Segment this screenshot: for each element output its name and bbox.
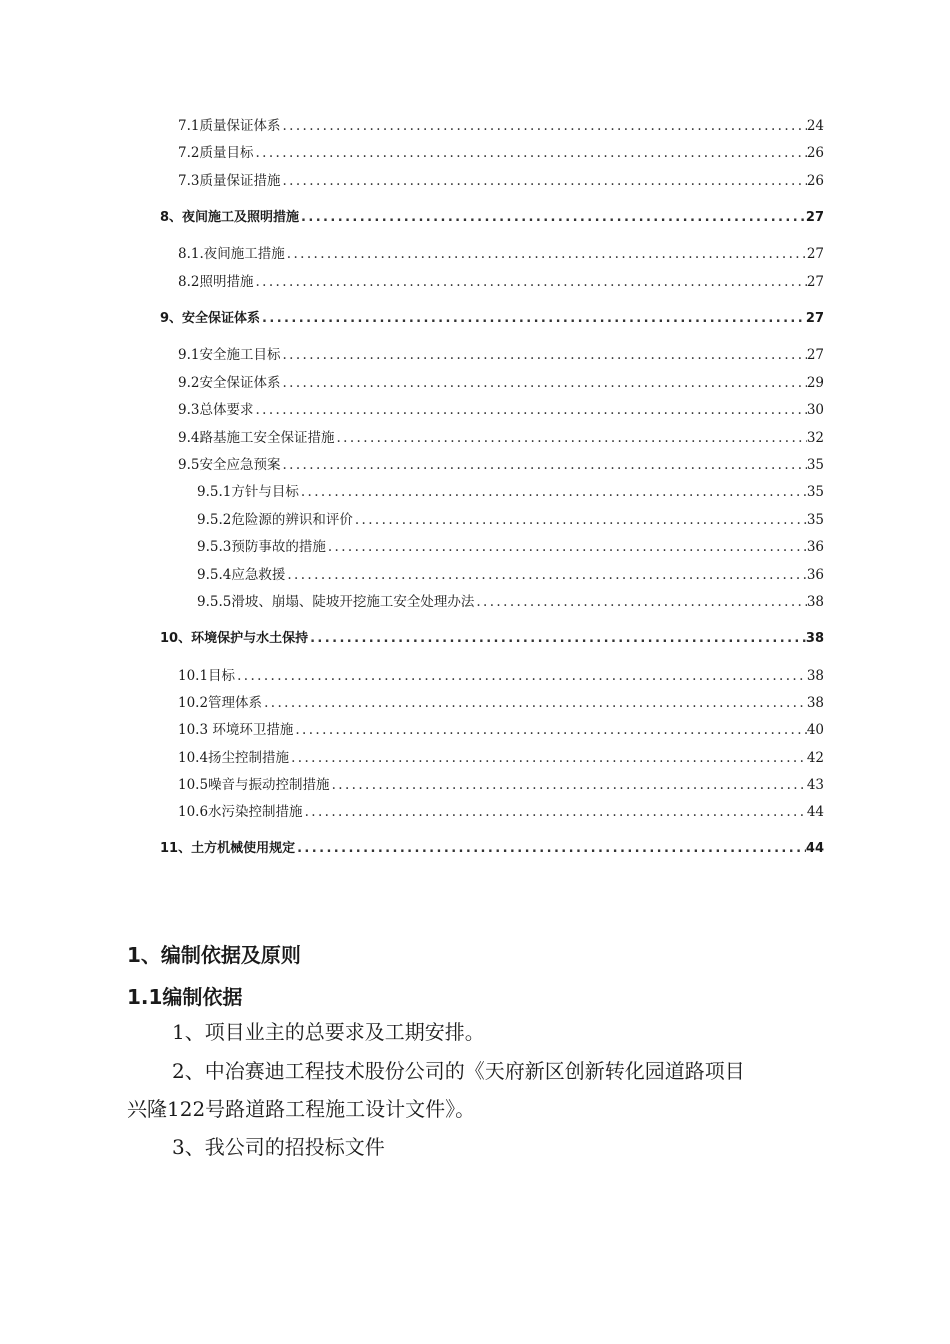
toc-entry-page: 38	[806, 594, 824, 610]
toc-leader-dots	[285, 567, 806, 583]
toc-entry[interactable]	[197, 563, 824, 585]
toc-entry[interactable]	[178, 114, 824, 136]
toc-entry-page: 38	[806, 695, 824, 711]
toc-entry-page: 32	[806, 430, 824, 446]
paragraph-item-2-line-1: 2、中冶赛迪工程技术股份公司的《天府新区创新转化园道路项目	[172, 1059, 745, 1083]
toc-entry[interactable]	[160, 206, 824, 228]
toc-entry-page: 27	[805, 311, 824, 326]
toc-entry-title: 9.5.3预防事故的措施	[197, 539, 326, 555]
toc-entry-title: 10.5噪音与振动控制措施	[178, 777, 330, 793]
toc-entry-page: 44	[806, 804, 824, 820]
toc-entry-title: 9.2安全保证体系	[178, 375, 281, 391]
toc-entry-title: 8、夜间施工及照明措施	[160, 210, 300, 225]
toc-entry[interactable]	[178, 371, 824, 393]
toc-entry-title: 8.1.夜间施工措施	[178, 246, 285, 262]
toc-entry[interactable]	[178, 800, 824, 822]
toc-entry-page: 27	[806, 347, 824, 363]
toc-entry[interactable]	[160, 837, 824, 859]
toc-entry-page: 35	[806, 512, 824, 528]
toc-entry[interactable]	[178, 169, 824, 191]
toc-leader-dots	[260, 311, 806, 326]
toc-entry[interactable]	[197, 480, 824, 502]
toc-leader-dots	[280, 457, 806, 473]
toc-entry-page: 24	[806, 118, 824, 134]
toc-leader-dots	[280, 118, 806, 134]
toc-entry-title: 7.2质量目标	[178, 145, 254, 161]
toc-entry-page: 40	[806, 722, 824, 738]
toc-entry-title: 10.1目标	[178, 668, 236, 684]
toc-entry-page: 26	[806, 145, 824, 161]
toc-entry-title: 9、安全保证体系	[160, 311, 261, 326]
toc-entry-title: 9.3总体要求	[178, 402, 254, 418]
toc-leader-dots	[308, 631, 806, 646]
toc-entry[interactable]	[178, 270, 824, 292]
paragraph-item-3: 3、我公司的招投标文件	[172, 1135, 385, 1159]
toc-entry-page: 38	[806, 668, 824, 684]
toc-entry[interactable]	[178, 691, 824, 713]
paragraph-item-2-line-2: 兴隆122号路道路工程施工设计文件》。	[127, 1097, 476, 1121]
toc-entry-page: 35	[806, 457, 824, 473]
toc-entry-title: 9.5安全应急预案	[178, 457, 281, 473]
toc-entry-title: 9.5.2危险源的辨识和评价	[197, 512, 353, 528]
toc-entry-page: 26	[806, 173, 824, 189]
toc-leader-dots	[353, 512, 807, 528]
toc-entry-title: 9.5.4应急救援	[197, 567, 286, 583]
toc-entry[interactable]	[178, 426, 824, 448]
toc-leader-dots	[253, 402, 806, 418]
toc-entry[interactable]	[178, 718, 824, 740]
toc-entry-title: 8.2照明措施	[178, 274, 254, 290]
toc-leader-dots	[289, 750, 807, 766]
toc-entry-title: 9.5.5滑坡、崩塌、陡坡开挖施工安全处理办法	[197, 594, 475, 610]
toc-entry-title: 10.2管理体系	[178, 695, 263, 711]
subsection-heading: 1.1编制依据	[127, 985, 243, 1009]
toc-leader-dots	[280, 375, 806, 391]
toc-entry-page: 36	[806, 567, 824, 583]
toc-entry-page: 36	[806, 539, 824, 555]
toc-entry[interactable]	[178, 343, 824, 365]
toc-entry-title: 10.4扬尘控制措施	[178, 750, 290, 766]
toc-leader-dots	[285, 246, 807, 262]
toc-leader-dots	[474, 594, 806, 610]
toc-entry[interactable]	[178, 453, 824, 475]
toc-entry[interactable]	[197, 535, 824, 557]
toc-leader-dots	[295, 841, 806, 856]
toc-entry-title: 11、土方机械使用规定	[160, 841, 296, 856]
paragraph-item-1: 1、项目业主的总要求及工期安排。	[172, 1020, 485, 1044]
section-heading: 1、编制依据及原则	[127, 943, 301, 967]
toc-leader-dots	[299, 484, 807, 500]
toc-entry-page: 30	[806, 402, 824, 418]
toc-leader-dots	[334, 430, 806, 446]
toc-entry-page: 38	[805, 631, 824, 646]
toc-entry-title: 7.1质量保证体系	[178, 118, 281, 134]
toc-leader-dots	[253, 274, 806, 290]
toc-entry-page: 35	[806, 484, 824, 500]
toc-entry-page: 43	[806, 777, 824, 793]
toc-leader-dots	[280, 347, 806, 363]
toc-leader-dots	[330, 777, 807, 793]
toc-leader-dots	[293, 722, 806, 738]
toc-entry-title: 7.3质量保证措施	[178, 173, 281, 189]
toc-entry-page: 44	[805, 841, 824, 856]
toc-entry[interactable]	[197, 590, 824, 612]
toc-entry[interactable]	[178, 242, 824, 264]
toc-entry[interactable]	[178, 398, 824, 420]
toc-leader-dots	[299, 210, 806, 225]
toc-entry-page: 27	[805, 210, 824, 225]
toc-entry[interactable]	[178, 746, 824, 768]
toc-entry-title: 9.4路基施工安全保证措施	[178, 430, 335, 446]
toc-entry-title: 9.5.1方针与目标	[197, 484, 299, 500]
toc-entry[interactable]	[197, 508, 824, 530]
toc-entry-title: 9.1安全施工目标	[178, 347, 281, 363]
toc-leader-dots	[235, 668, 807, 684]
toc-entry-page: 27	[806, 246, 824, 262]
toc-leader-dots	[326, 539, 807, 555]
toc-entry-page: 42	[806, 750, 824, 766]
toc-entry-title: 10、环境保护与水土保持	[160, 631, 309, 646]
toc-entry-page: 29	[806, 375, 824, 391]
toc-entry-page: 27	[806, 274, 824, 290]
toc-entry[interactable]	[160, 307, 824, 329]
toc-leader-dots	[253, 145, 806, 161]
toc-entry-title: 10.6水污染控制措施	[178, 804, 303, 820]
toc-entry[interactable]	[160, 627, 824, 649]
toc-entry-title: 10.3 环境环卫措施	[178, 722, 294, 738]
toc-entry[interactable]	[178, 773, 824, 795]
toc-entry[interactable]	[178, 141, 824, 163]
toc-entry[interactable]	[178, 664, 824, 686]
toc-leader-dots	[280, 173, 806, 189]
toc-leader-dots	[303, 804, 807, 820]
toc-leader-dots	[262, 695, 807, 711]
